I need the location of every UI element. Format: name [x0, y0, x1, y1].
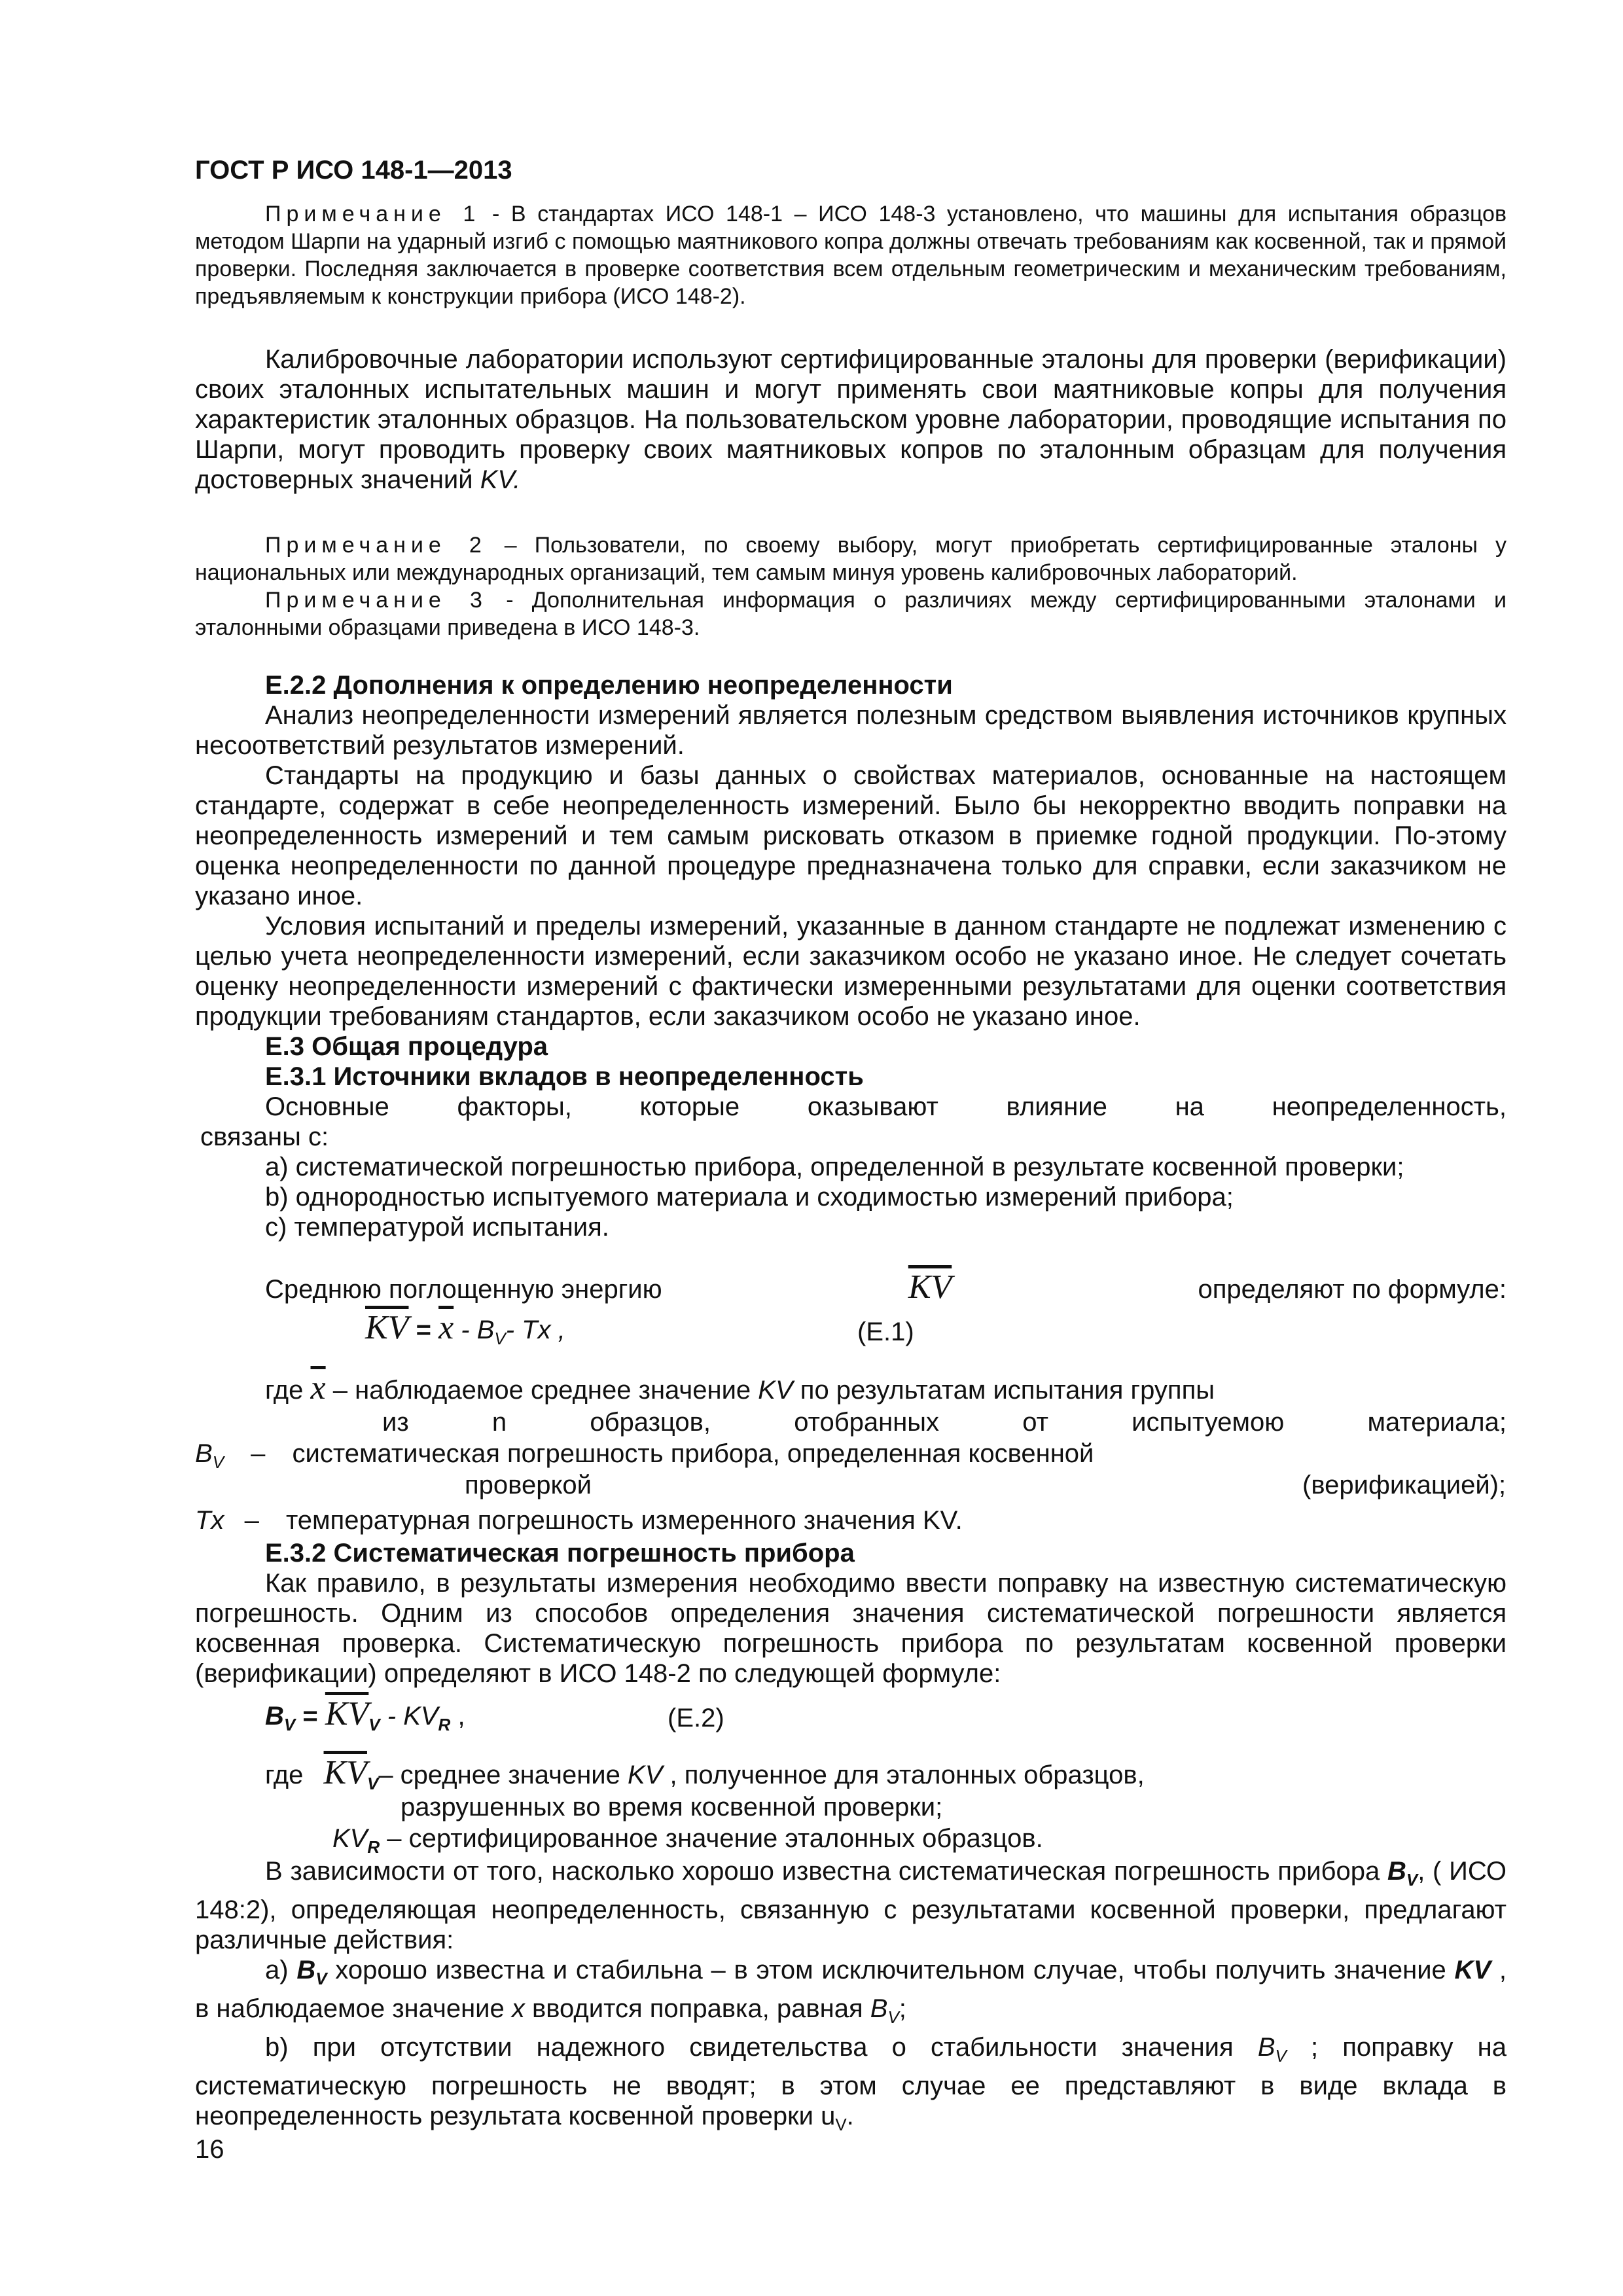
where-bv: $B_V$ – систематическая погрешность прибора, определенная косвенной — [195, 1439, 1094, 1472]
equation-e2: $B_V = \overline{KV}_V - KV_R$ , — [265, 1695, 465, 1734]
document-page: ГОСТ Р ИСО 148-1—2013 Примечание 1 - В стандартах ИСО 148-1 – ИСО 148-3 установлено, что машины для испытания образцов методом Шарпи на ударный изгиб с помощью маятникового копра должны отвечать требованиям как косвенной, так и прямой проверки. Последняя заключается в проверке соответствия всем отдельным геометрическим и механическим требованиям, предъявляемым к конструкции прибора (ИСО 148-2). Калибровочные лаборатории используют сертифицированные эталоны для проверки (верификации) своих эталонных испытательных машин и могут применять свои маятниковые копры для получения характеристик эталонных образцов. На пользовательском уровне лаборатории, проводящие испытания по Шарпи, могут проводить проверку своих маятниковых копров по эталонным образцам для получения достоверных значений KV. Примечание 2 – Пользователи, по своему выбору, могут приобретать сертифицированные эталоны у национальных или международных организаций, тем самым минуя уровень калибровочных лабораторий. Примечание 3 - Дополнительная информация о различиях между сертифицированными эталонами и эталонными образцами приведена в ИСО 148-3. Е.2.2 Дополнения к определению неопределенности Анализ неопределенности измерений является полезным средством выявления источников крупных несоответствий результатов измерений. Стандарты на продукцию и базы данных о свойствах материалов, основанные на настоящем стандарте, содержат в себе неопределенность измерений. Было бы некорректно вводить поправки на неопределенность измерений и тем самым рисковать отказом в приемке годной продукции. По-этому оценка неопределенности по данной процедуре предназначена только для справки, если заказчиком не указано иное. Условия испытаний и пределы измерений, указанные в данном стандарте не подлежат изменению с целью учета неопределенности измерений, если заказчиком особо не указано иное. Не следует сочетать оценку неопределенности измерений с фактически измеренными результатами для оценки соответствия продукции требованиям стандартов, если заказчиком особо не указано иное. Е.3 Общая процедура Е.3.1 Источники вкладов в неопределенность Основные факторы, которые оказывают влияние на неопределенность, связаны с: a) систематической погрешностью прибора, определенной в результате косвенной проверки; b) однородностью испытуемого материала и сходимостью измерений прибора; c) температурой испытания. Среднюю поглощенную энергию $\overline{KV}$ определяют по формуле: $\overline{KV} = \overline{x} - B_V-$ Tx , (Е.1) где $\overline{x}$ – наблюдаемое среднее значение KV по результатам испытания группы из n образцов, отобранных от испытуемою материала; $B_V$ – систематическая погрешность прибора, определенная косвенной проверкой (верификацией); Tx – температурная погрешность измеренного значения KV. Е.3.2 Систематическая погрешность прибора Как правило, в результаты измерения необходимо ввести поправку на известную систематическую погрешность. Одним из способов определения значения систематической погрешности является косвенная проверка. Систематическую погрешность прибора по результатам косвенной проверки (верификации) определяют в ИСО 148-2 по следующей формуле: $B_V = \overline{KV}_V - KV_R$ , (Е.2) где $\overline{KV}_V-$ среднее значение KV , полученное для эталонных образцов, разрушенных во время косвенной проверки; $KV_R$ – сертифицированное значение эталонных образцов. В зависимости от того, насколько хорошо известна систематическая погрешность прибора $B_V$, ( ИСО 148:2), определяющая неопределенность, связанную с результатами косвенной проверки, предлагают различные действия: a) $B_V$ хорошо известна и стабильна – в этом исключительном случае, чтобы получить значение KV , в наблюдаемое значение x вводится поправка, равная $B_V$; b) при отсутствии надежного свидетельства о стабильности значения $B_V$ ; поправку на систематическую погрешность не вводят; в этом случае ее представляют в виде вклада в неопределенность результата косвенной проверки $u_V$. 16 — [195, 156, 1507, 2164]
section-title: Е.3.2 Систематическая погрешность прибора — [265, 1539, 855, 1568]
where-tx: Tx – температурная погрешность измеренного значения KV. — [195, 1506, 963, 1535]
note-1 — [195, 200, 1507, 310]
note-text: - В стандартах ИСО 148-1 – ИСО 148-3 установлено, что машины для испытания образцов методом Шарпи на ударный изгиб с помощью маятникового копра должны отвечать требованиям как косвенной, так и прямой проверки. Последняя заключается в проверке соответствия всем отдельным геометрическим и механическим требованиям, предъявляемым к конструкции прибора (ИСО 148-2). — [195, 202, 1507, 309]
kv-symbol: $\overline{KV}$ — [908, 1268, 952, 1306]
equation-e2-number: (Е.2) — [668, 1704, 724, 1732]
section-e32: Е.3.2 Систематическая погрешность прибора Как правило, в результаты измерения необходимо ввести поправку на известную систематическую погрешность. Одним из способов определения значения систематической погрешности является косвенная проверка. Систематическую погрешность прибора по результатам косвенной проверки (верификации) определяют в ИСО 148-2 по следующей формуле: — [195, 1539, 1507, 1688]
where-kvr: $KV_R$ – сертифицированное значение эталонных образцов. — [332, 1824, 1043, 1857]
note-3: Примечание 3 - Дополнительная информация о различиях между сертифицированными эталонами и эталонными образцами приведена в ИСО 148-3. — [195, 588, 1507, 640]
document-header: ГОСТ Р ИСО 148-1—2013 — [195, 156, 512, 185]
paragraph-calibration: Калибровочные лаборатории используют сертифицированные эталоны для проверки (верификации) своих эталонных испытательных машин и могут применять свои маятниковые копры для получения характеристик эталонных образцов. На пользовательском уровне лаборатории, проводящие испытания по Шарпи, могут проводить проверку своих маятниковых копров по эталонным образцам для получения достоверных значений KV. — [195, 345, 1507, 494]
section-e32-continued: В зависимости от того, насколько хорошо известна систематическая погрешность прибора $B_V$, ( ИСО 148:2), определяющая неопределенность, связанную с результатами косвенной проверки, предлагают различные действия: a) $B_V$ хорошо известна и стабильна – в этом исключительном случае, чтобы получить значение KV , в наблюдаемое значение x вводится поправка, равная $B_V$; b) при отсутствии надежного свидетельства о стабильности значения $B_V$ ; поправку на систематическую погрешность не вводят; в этом случае ее представляют в виде вклада в неопределенность результата косвенной проверки $u_V$. — [195, 1857, 1507, 2134]
equation-e1-number: (Е.1) — [857, 1318, 914, 1346]
section-title: Е.3.1 Источники вкладов в неопределенность — [265, 1062, 864, 1091]
mean-energy-line: Среднюю поглощенную энергию $\overline{KV}$ определяют по формуле: — [265, 1268, 1507, 1306]
where-kvv: где $\overline{KV}_V-$ среднее значение KV , полученное для эталонных образцов, — [265, 1754, 1145, 1793]
where-x: где $\overline{x}$ – наблюдаемое среднее значение KV по результатам испытания группы — [265, 1369, 1215, 1407]
list-item: c) температурой испытания. — [265, 1213, 609, 1242]
list-item: a) систематической погрешностью прибора, определенной в результате косвенной проверки; — [265, 1153, 1404, 1181]
section-e22: Е.2.2 Дополнения к определению неопределенности Анализ неопределенности измерений является полезным средством выявления источников крупных несоответствий результатов измерений. Стандарты на продукцию и базы данных о свойствах материалов, основанные на настоящем стандарте, содержат в себе неопределенность измерений. Было бы некорректно вводить поправки на неопределенность измерений и тем самым рисковать отказом в приемке годной продукции. По-этому оценка неопределенности по данной процедуре предназначена только для справки, если заказчиком не указано иное. Условия испытаний и пределы измерений, указанные в данном стандарте не подлежат изменению с целью учета неопределенности измерений, если заказчиком особо не указано иное. Не следует сочетать оценку неопределенности измерений с фактически измеренными результатами для оценки соответствия продукции требованиям стандартов, если заказчиком особо не указано иное. Е.3 Общая процедура Е.3.1 Источники вкладов в неопределенность Основные факторы, которые оказывают влияние на неопределенность, связаны с: a) систематической погрешностью прибора, определенной в результате косвенной проверки; b) однородностью испытуемого материала и сходимостью измерений прибора; c) температурой испытания. — [195, 671, 1507, 1242]
note-2: Примечание 2 – Пользователи, по своему выбору, могут приобретать сертифицированные эталоны у национальных или международных организаций, тем самым минуя уровень калибровочных лабораторий. — [195, 533, 1507, 585]
list-item: b) однородностью испытуемого материала и сходимостью измерений прибора; — [265, 1183, 1234, 1211]
equation-e1: $\overline{KV} = \overline{x} - B_V-$ Tx , — [365, 1309, 565, 1348]
page-number: 16 — [195, 2135, 224, 2164]
section-title: Е.3 Общая процедура — [265, 1032, 548, 1061]
note-label: Примечание 1 — [265, 202, 481, 226]
section-title: Е.2.2 Дополнения к определению неопределенности — [265, 671, 953, 700]
where-x-line2: из n образцов, отобранных от испытуемою материала; — [382, 1408, 1507, 1437]
